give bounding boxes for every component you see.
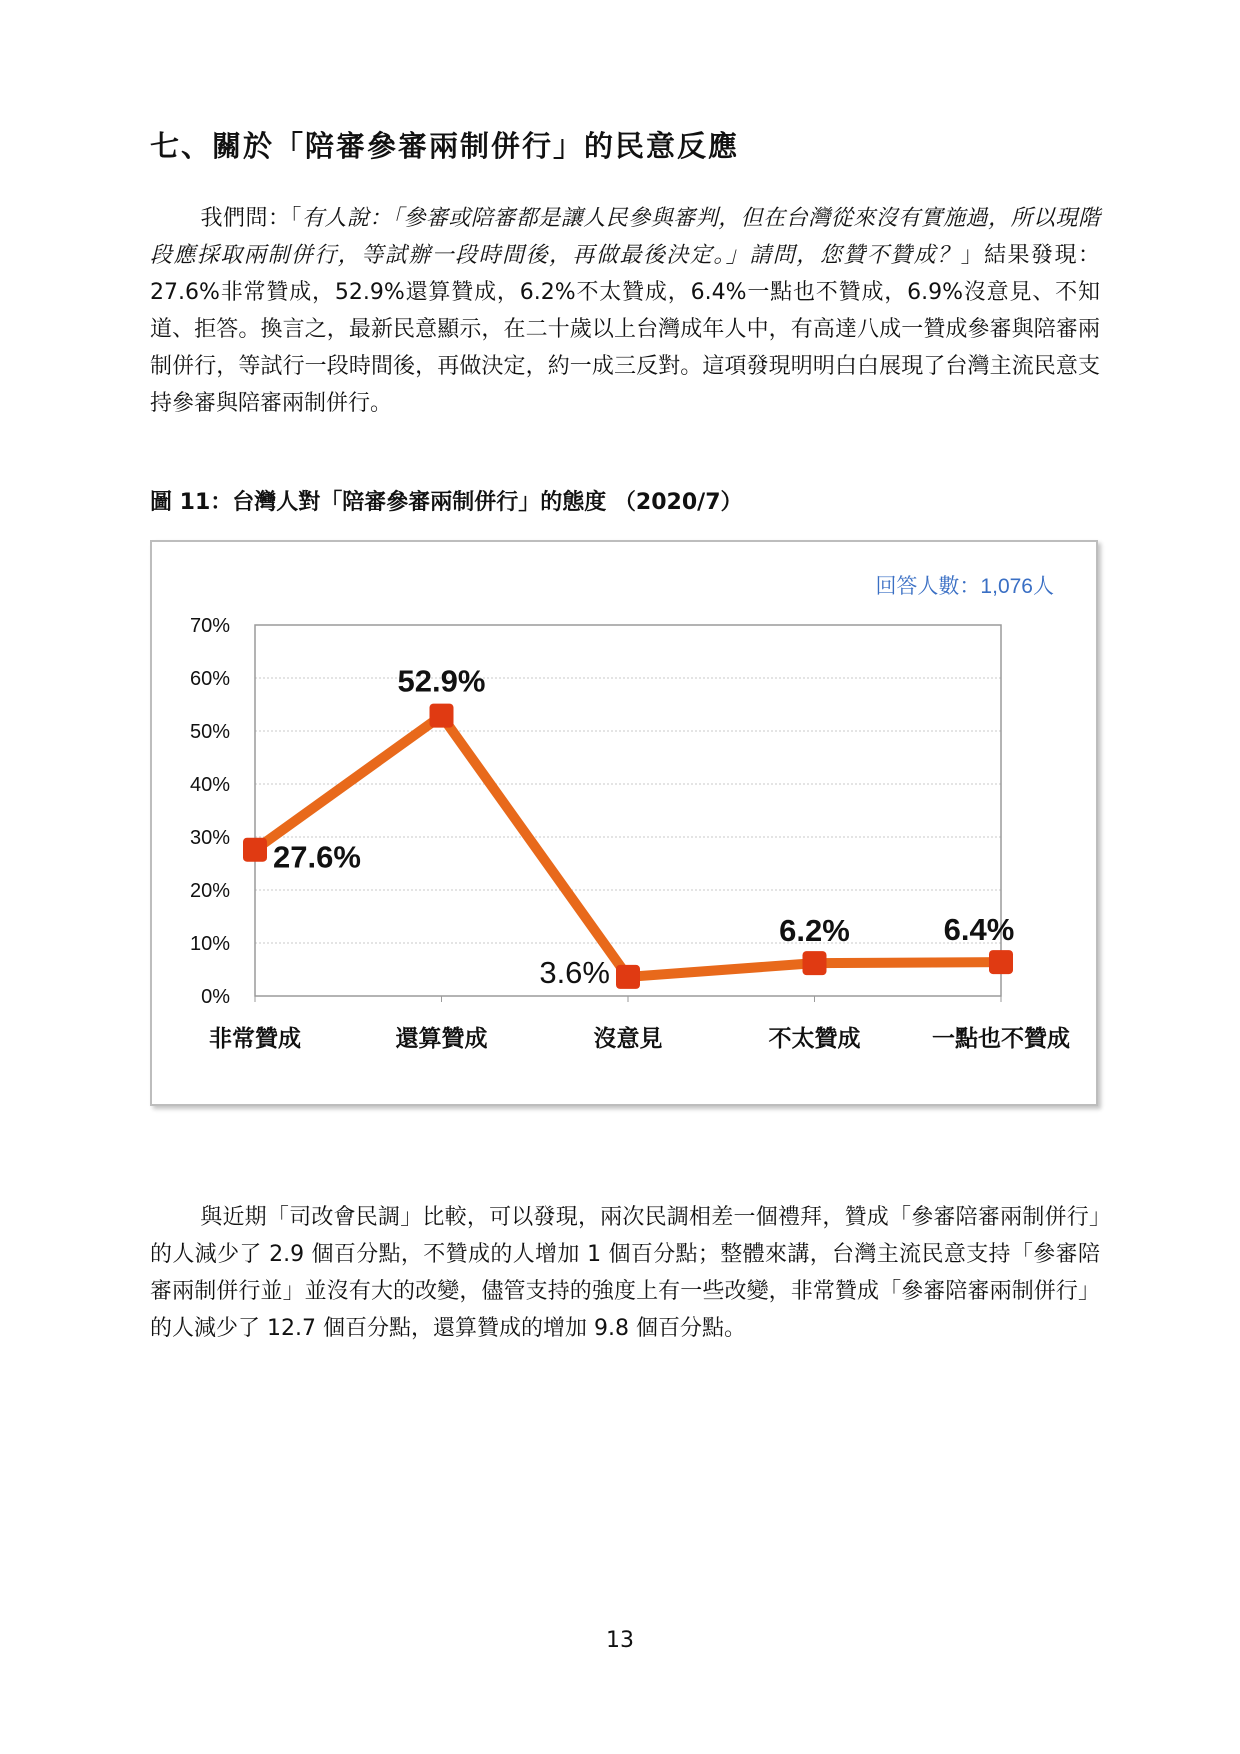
y-tick-label: 40% [189, 774, 230, 796]
respondents-label: 回答人數：1,076人 [875, 575, 1054, 598]
intro-close: 」 [960, 243, 985, 268]
data-label: 27.6% [273, 839, 361, 875]
section-title: 七、關於「陪審參審兩制併行」的民意反應 [150, 129, 740, 163]
grid-lines [255, 678, 1001, 943]
x-tick-label: 不太贊成 [768, 1026, 861, 1052]
data-label: 6.2% [779, 913, 850, 949]
intro-paragraph [150, 200, 1100, 422]
intro-lead: 我們問：「 [200, 206, 302, 231]
data-point-marker [243, 838, 267, 862]
figure-caption: 圖 11：台灣人對「陪審參審兩制併行」的態度 （2020/7） [150, 490, 743, 515]
survey-question: 有人說：「參審或陪審都是讓人民參與審判，但在台灣從來沒有實施過，所以現階段應採取兩制併行，等試辦一段時間後，再做最後決定。」請問，您贊不贊成？ [150, 206, 1100, 268]
data-label: 52.9% [397, 663, 486, 699]
data-point-marker [803, 951, 827, 975]
x-axis-ticks [209, 996, 1070, 1052]
x-tick-label: 一點也不贊成 [932, 1026, 1070, 1052]
data-point-marker [430, 704, 454, 728]
y-tick-label: 20% [189, 880, 230, 902]
data-point-marker [989, 950, 1013, 974]
plot-area-border [255, 625, 1001, 996]
comparison-text: 與近期「司改會民調」比較，可以發現，兩次民調相差一個禮拜，贊成「參審陪審兩制併行」的人減少了 2.9 個百分點，不贊成的人增加 1 個百分點；整體來講，台灣主流民意支持「參審陪審兩制併行並」並沒有大的改變，儘管支持的強度上有一些改變，非常贊成「參審陪審兩制併行」的人減少了 12.7 個百分點，還算贊成的增加 9.8 個百分點。 [150, 1205, 1100, 1341]
page-number: 13 [606, 1628, 634, 1653]
x-tick-label: 沒意見 [593, 1026, 663, 1052]
chart-frame [150, 540, 1098, 1106]
data-point-marker [616, 965, 640, 989]
y-tick-label: 70% [189, 615, 230, 637]
y-axis-ticks [190, 615, 230, 1008]
y-tick-label: 60% [189, 668, 230, 690]
survey-result: 結果發現：27.6%非常贊成，52.9%還算贊成，6.2%不太贊成，6.4%一點也不贊成，6.9%沒意見、不知道、拒答。換言之，最新民意顯示，在二十歲以上台灣成年人中，有高達八成一贊成參審與陪審兩制併行，等試行一段時間後，再做決定，約一成三反對。這項發現明明白白展現了台灣主流民意支持參審與陪審兩制併行。 [150, 243, 1100, 416]
y-tick-label: 0% [201, 986, 230, 1008]
y-tick-label: 50% [189, 721, 230, 743]
series-line [255, 716, 1001, 977]
y-tick-label: 30% [189, 827, 230, 849]
x-tick-label: 還算贊成 [395, 1026, 488, 1052]
data-label: 6.4% [943, 912, 1015, 948]
line-chart [152, 542, 1096, 1104]
x-tick-label: 非常贊成 [209, 1026, 301, 1052]
comparison-paragraph [150, 1199, 1100, 1347]
y-tick-label: 10% [189, 933, 230, 955]
data-labels [273, 664, 1014, 990]
data-label: 3.6% [539, 954, 610, 990]
